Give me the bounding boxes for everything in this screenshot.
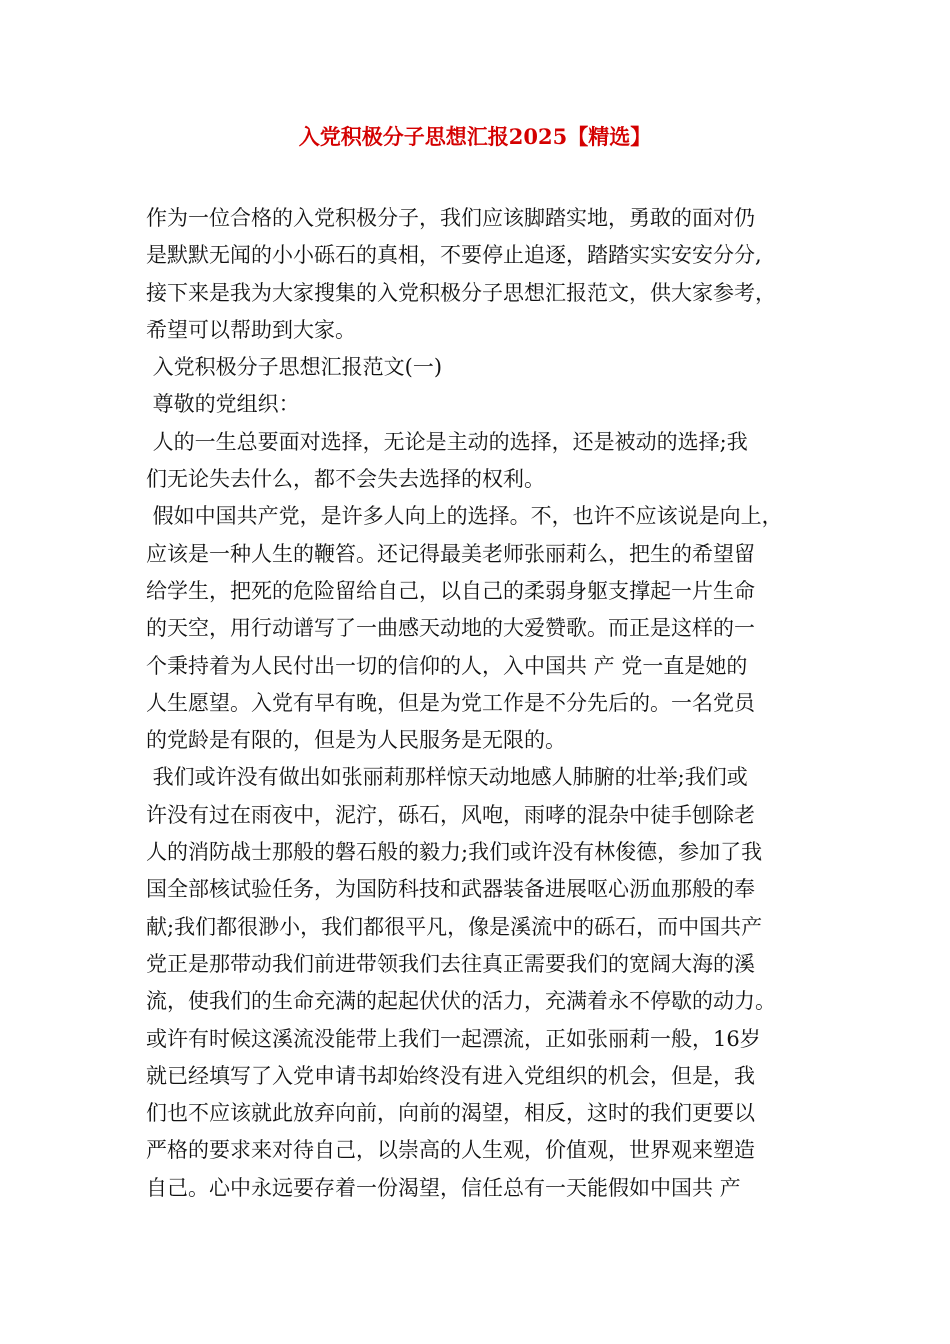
body-line: 或许有时候这溪流没能带上我们一起漂流，正如张丽莉一般，16岁 (146, 1026, 761, 1051)
section-heading: 入党积极分子思想汇报范文(一) (146, 355, 443, 380)
document-body (146, 200, 826, 1207)
body-line: 应该是一种人生的鞭笞。还记得最美老师张丽莉么，把生的希望留 (146, 541, 755, 566)
body-line: 人的消防战士那般的磐石般的毅力;我们或许没有林俊德，参加了我 (146, 840, 763, 865)
body-line: 个秉持着为人民付出一切的信仰的人，入中国共 产 党一直是她的 (146, 653, 748, 678)
salutation: 尊敬的党组织： (146, 392, 300, 417)
body-line: 自己。心中永远要存着一份渴望，信任总有一天能假如中国共 产 (146, 1175, 741, 1200)
body-line: 严格的要求来对待自己，以崇高的人生观，价值观，世界观来塑造 (146, 1138, 755, 1163)
body-line: 们也不应该就此放弃向前，向前的渴望，相反，这时的我们更要以 (146, 1101, 755, 1126)
body-line: 作为一位合格的入党积极分子，我们应该脚踏实地，勇敢的面对仍 (146, 206, 755, 230)
body-line: 献;我们都很渺小，我们都很平凡，像是溪流中的砾石，而中国共产 (146, 914, 763, 939)
body-line: 流，使我们的生命充满的起起伏伏的活力，充满着永不停歇的动力。 (146, 989, 776, 1014)
body-line: 接下来是我为大家搜集的入党积极分子思想汇报范文，供大家参考， (146, 280, 776, 305)
document-title: 入党积极分子思想汇报2025【精选】 (298, 124, 652, 149)
body-line: 就已经填写了入党申请书却始终没有进入党组织的机会，但是，我 (146, 1063, 755, 1088)
body-line: 给学生，把死的危险留给自己，以自己的柔弱身躯支撑起一片生命 (146, 578, 755, 603)
body-line: 希望可以帮助到大家。 (146, 317, 356, 342)
body-line: 国全部核试验任务，为国防科技和武器装备进展呕心沥血那般的奉 (146, 877, 755, 902)
body-line: 人的一生总要面对选择，无论是主动的选择，还是被动的选择;我 (146, 429, 748, 454)
body-line: 我们或许没有做出如张丽莉那样惊天动地感人肺腑的壮举;我们或 (146, 765, 748, 790)
body-line: 许没有过在雨夜中，泥泞，砾石，风咆，雨哮的混杂中徒手刨除老 (146, 802, 755, 827)
body-line: 人生愿望。入党有早有晚，但是为党工作是不分先后的。一名党员 (146, 690, 755, 715)
body-line: 党正是那带动我们前进带领我们去往真正需要我们的宽阔大海的溪 (146, 951, 755, 976)
body-line: 假如中国共产党，是许多人向上的选择。不，也许不应该说是向上， (146, 504, 783, 529)
body-line: 们无论失去什么，都不会失去选择的权利。 (146, 467, 545, 492)
body-line: 的党龄是有限的，但是为人民服务是无限的。 (146, 728, 566, 753)
body-line: 的天空，用行动谱写了一曲感天动地的大爱赞歌。而正是这样的一 (146, 616, 755, 641)
body-line: 是默默无闻的小小砾石的真相，不要停止追逐，踏踏实实安安分分, (146, 243, 762, 268)
